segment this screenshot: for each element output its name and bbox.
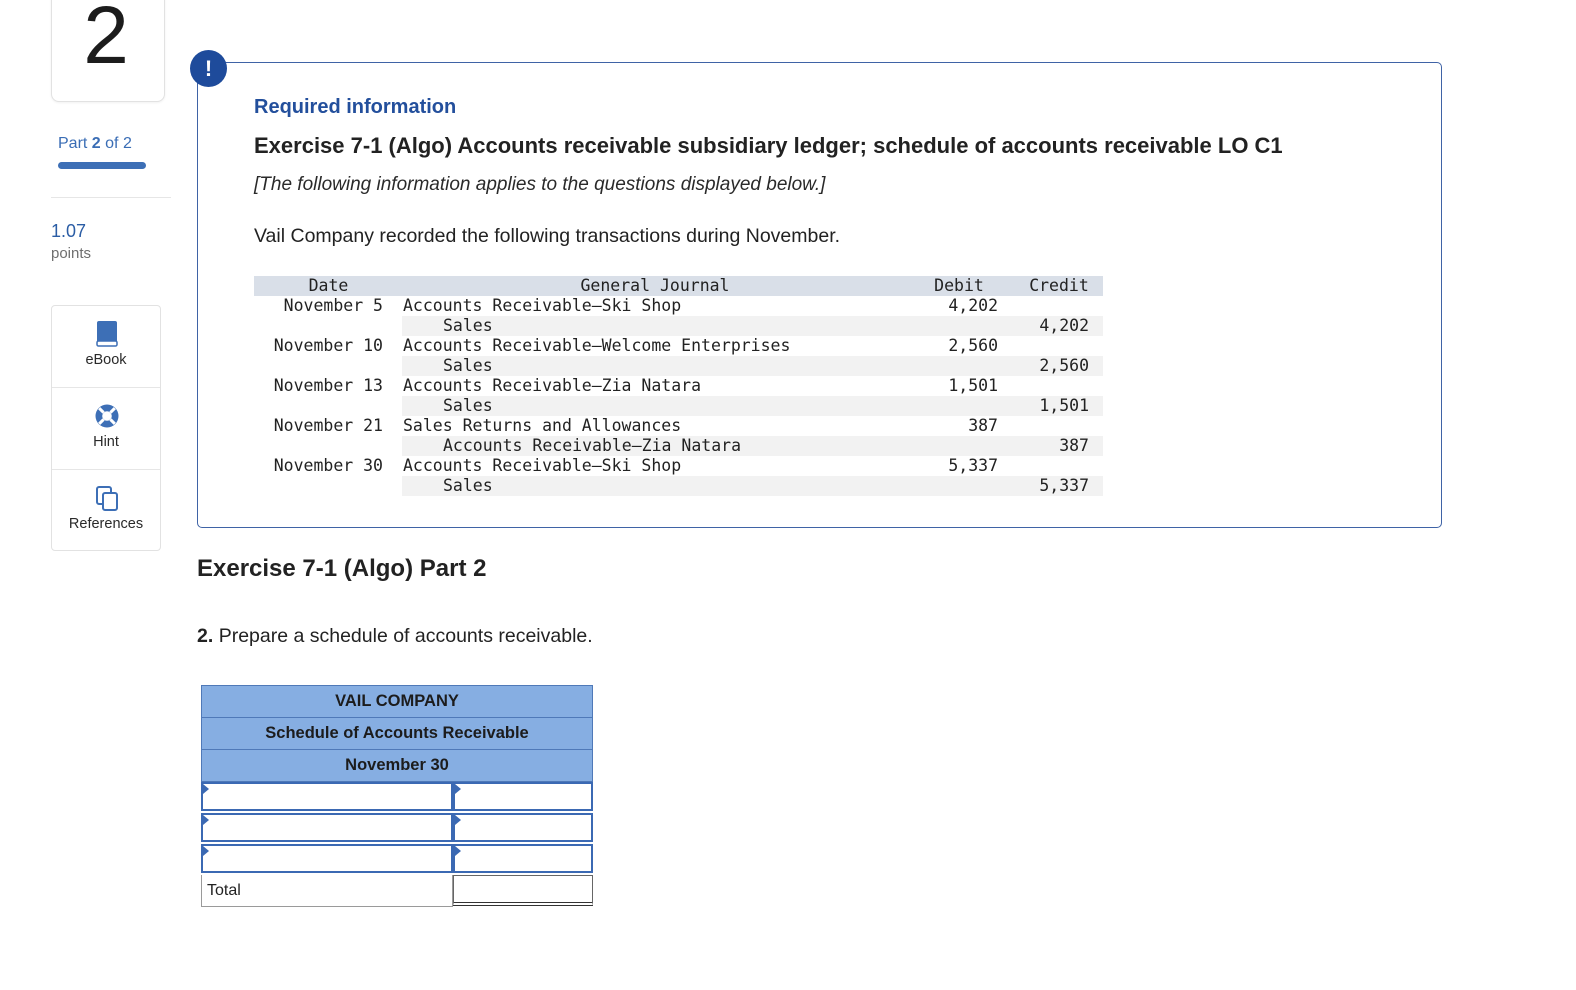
- journal-account: Accounts Receivable—Zia Natara: [443, 436, 742, 455]
- dropdown-marker-icon: [203, 784, 209, 794]
- part-of: of 2: [105, 135, 132, 152]
- schedule-company-name: VAIL COMPANY: [201, 685, 593, 717]
- tools-panel: [51, 305, 161, 551]
- general-journal-table: [254, 276, 1103, 496]
- part-current: 2: [91, 135, 101, 152]
- journal-date: November 10: [273, 336, 383, 355]
- customer-name-cell: [201, 844, 453, 873]
- references-label: References: [68, 516, 144, 532]
- schedule-input-row: [201, 813, 593, 844]
- journal-row: [254, 436, 1103, 456]
- customer-name-cell: [201, 782, 453, 811]
- ebook-button[interactable]: [52, 306, 160, 388]
- schedule-total-label: Total: [201, 875, 453, 907]
- journal-date: November 30: [273, 456, 383, 475]
- question-number-card: [51, 0, 165, 102]
- journal-debit: 2,560: [948, 336, 998, 355]
- dropdown-marker-icon: [455, 784, 461, 794]
- schedule-date: November 30: [201, 749, 593, 782]
- part2-title: Exercise 7-1 (Algo) Part 2: [197, 555, 487, 582]
- instruction: [197, 625, 593, 648]
- total-amount-input[interactable]: [454, 876, 592, 902]
- schedule-input-row: [201, 844, 593, 875]
- references-button[interactable]: [52, 470, 160, 551]
- customer-name-input[interactable]: [203, 784, 451, 809]
- schedule-statement-title: Schedule of Accounts Receivable: [201, 717, 593, 749]
- book-icon: [94, 320, 120, 348]
- journal-account: Sales: [443, 316, 493, 335]
- journal-credit: 4,202: [1039, 316, 1089, 335]
- exercise-title: Exercise 7-1 (Algo) Accounts receivable subsidiary ledger; schedule of accounts receivable LO C1: [254, 133, 1283, 158]
- journal-header-debit: Debit: [934, 276, 984, 295]
- journal-row: [254, 396, 1103, 416]
- points-label: points: [51, 245, 92, 262]
- journal-date: November 5: [283, 296, 383, 315]
- amount-cell: [453, 844, 593, 873]
- amount-cell: [453, 813, 593, 842]
- schedule-total-row: [201, 875, 593, 907]
- journal-row: [254, 376, 1103, 396]
- journal-account: Sales Returns and Allowances: [403, 416, 682, 435]
- lifebuoy-icon: [94, 402, 120, 430]
- journal-debit: 387: [968, 416, 998, 435]
- journal-row: [254, 416, 1103, 436]
- part-progress-bar: [58, 162, 146, 169]
- journal-row: [254, 336, 1103, 356]
- journal-date: November 21: [273, 416, 383, 435]
- journal-row-shade: [402, 396, 1103, 416]
- journal-account: Accounts Receivable—Ski Shop: [403, 296, 682, 315]
- journal-account: Sales: [443, 476, 493, 495]
- journal-row: [254, 296, 1103, 316]
- instruction-number: 2.: [197, 625, 214, 647]
- journal-account: Accounts Receivable—Zia Natara: [403, 376, 702, 395]
- part-indicator: [58, 135, 132, 153]
- customer-name-input[interactable]: [203, 815, 451, 840]
- journal-account: Sales: [443, 356, 493, 375]
- part-word: Part: [58, 135, 88, 152]
- customer-name-input[interactable]: [203, 846, 451, 871]
- question-number: 2: [83, 0, 129, 81]
- journal-account: Accounts Receivable—Welcome Enterprises: [403, 336, 791, 355]
- journal-account: Sales: [443, 396, 493, 415]
- customer-name-cell: [201, 813, 453, 842]
- journal-row: [254, 356, 1103, 376]
- required-information-heading: Required information: [254, 96, 457, 118]
- journal-account: Accounts Receivable—Ski Shop: [403, 456, 682, 475]
- hint-label: Hint: [93, 434, 119, 450]
- dropdown-marker-icon: [203, 815, 209, 825]
- journal-debit: 5,337: [948, 456, 998, 475]
- amount-input[interactable]: [455, 846, 591, 871]
- alert-icon: !: [190, 50, 227, 87]
- intro-text: Vail Company recorded the following transactions during November.: [254, 225, 841, 247]
- rail-divider: [51, 197, 171, 198]
- ebook-label: eBook: [85, 352, 127, 368]
- journal-row: [254, 476, 1103, 496]
- journal-row: [254, 456, 1103, 476]
- journal-header-row: [254, 276, 1103, 296]
- journal-credit: 2,560: [1039, 356, 1089, 375]
- journal-header-account: General Journal: [580, 276, 730, 295]
- journal-debit: 1,501: [948, 376, 998, 395]
- journal-credit: 1,501: [1039, 396, 1089, 415]
- instruction-text: Prepare a schedule of accounts receivable.: [218, 625, 593, 647]
- amount-cell: [453, 782, 593, 811]
- journal-header-date: Date: [308, 276, 349, 295]
- journal-row-shade: [402, 356, 1103, 376]
- applies-note: [The following information applies to the questions displayed below.]: [254, 174, 826, 195]
- points-value: 1.07: [51, 221, 87, 241]
- dropdown-marker-icon: [455, 846, 461, 856]
- journal-credit: 5,337: [1039, 476, 1089, 495]
- journal-row: [254, 316, 1103, 336]
- dropdown-marker-icon: [455, 815, 461, 825]
- copy-pages-icon: [94, 484, 120, 512]
- journal-debit: 4,202: [948, 296, 998, 315]
- journal-date: November 13: [273, 376, 383, 395]
- amount-input[interactable]: [455, 815, 591, 840]
- dropdown-marker-icon: [203, 846, 209, 856]
- schedule-total-amount: [453, 875, 593, 906]
- schedule-input-row: [201, 782, 593, 813]
- schedule-table: [201, 685, 593, 907]
- journal-row-shade: [402, 476, 1103, 496]
- journal-credit: 387: [1059, 436, 1089, 455]
- journal-header-credit: Credit: [1029, 276, 1089, 295]
- journal-row-shade: [402, 316, 1103, 336]
- amount-input[interactable]: [455, 784, 591, 809]
- hint-button[interactable]: [52, 388, 160, 470]
